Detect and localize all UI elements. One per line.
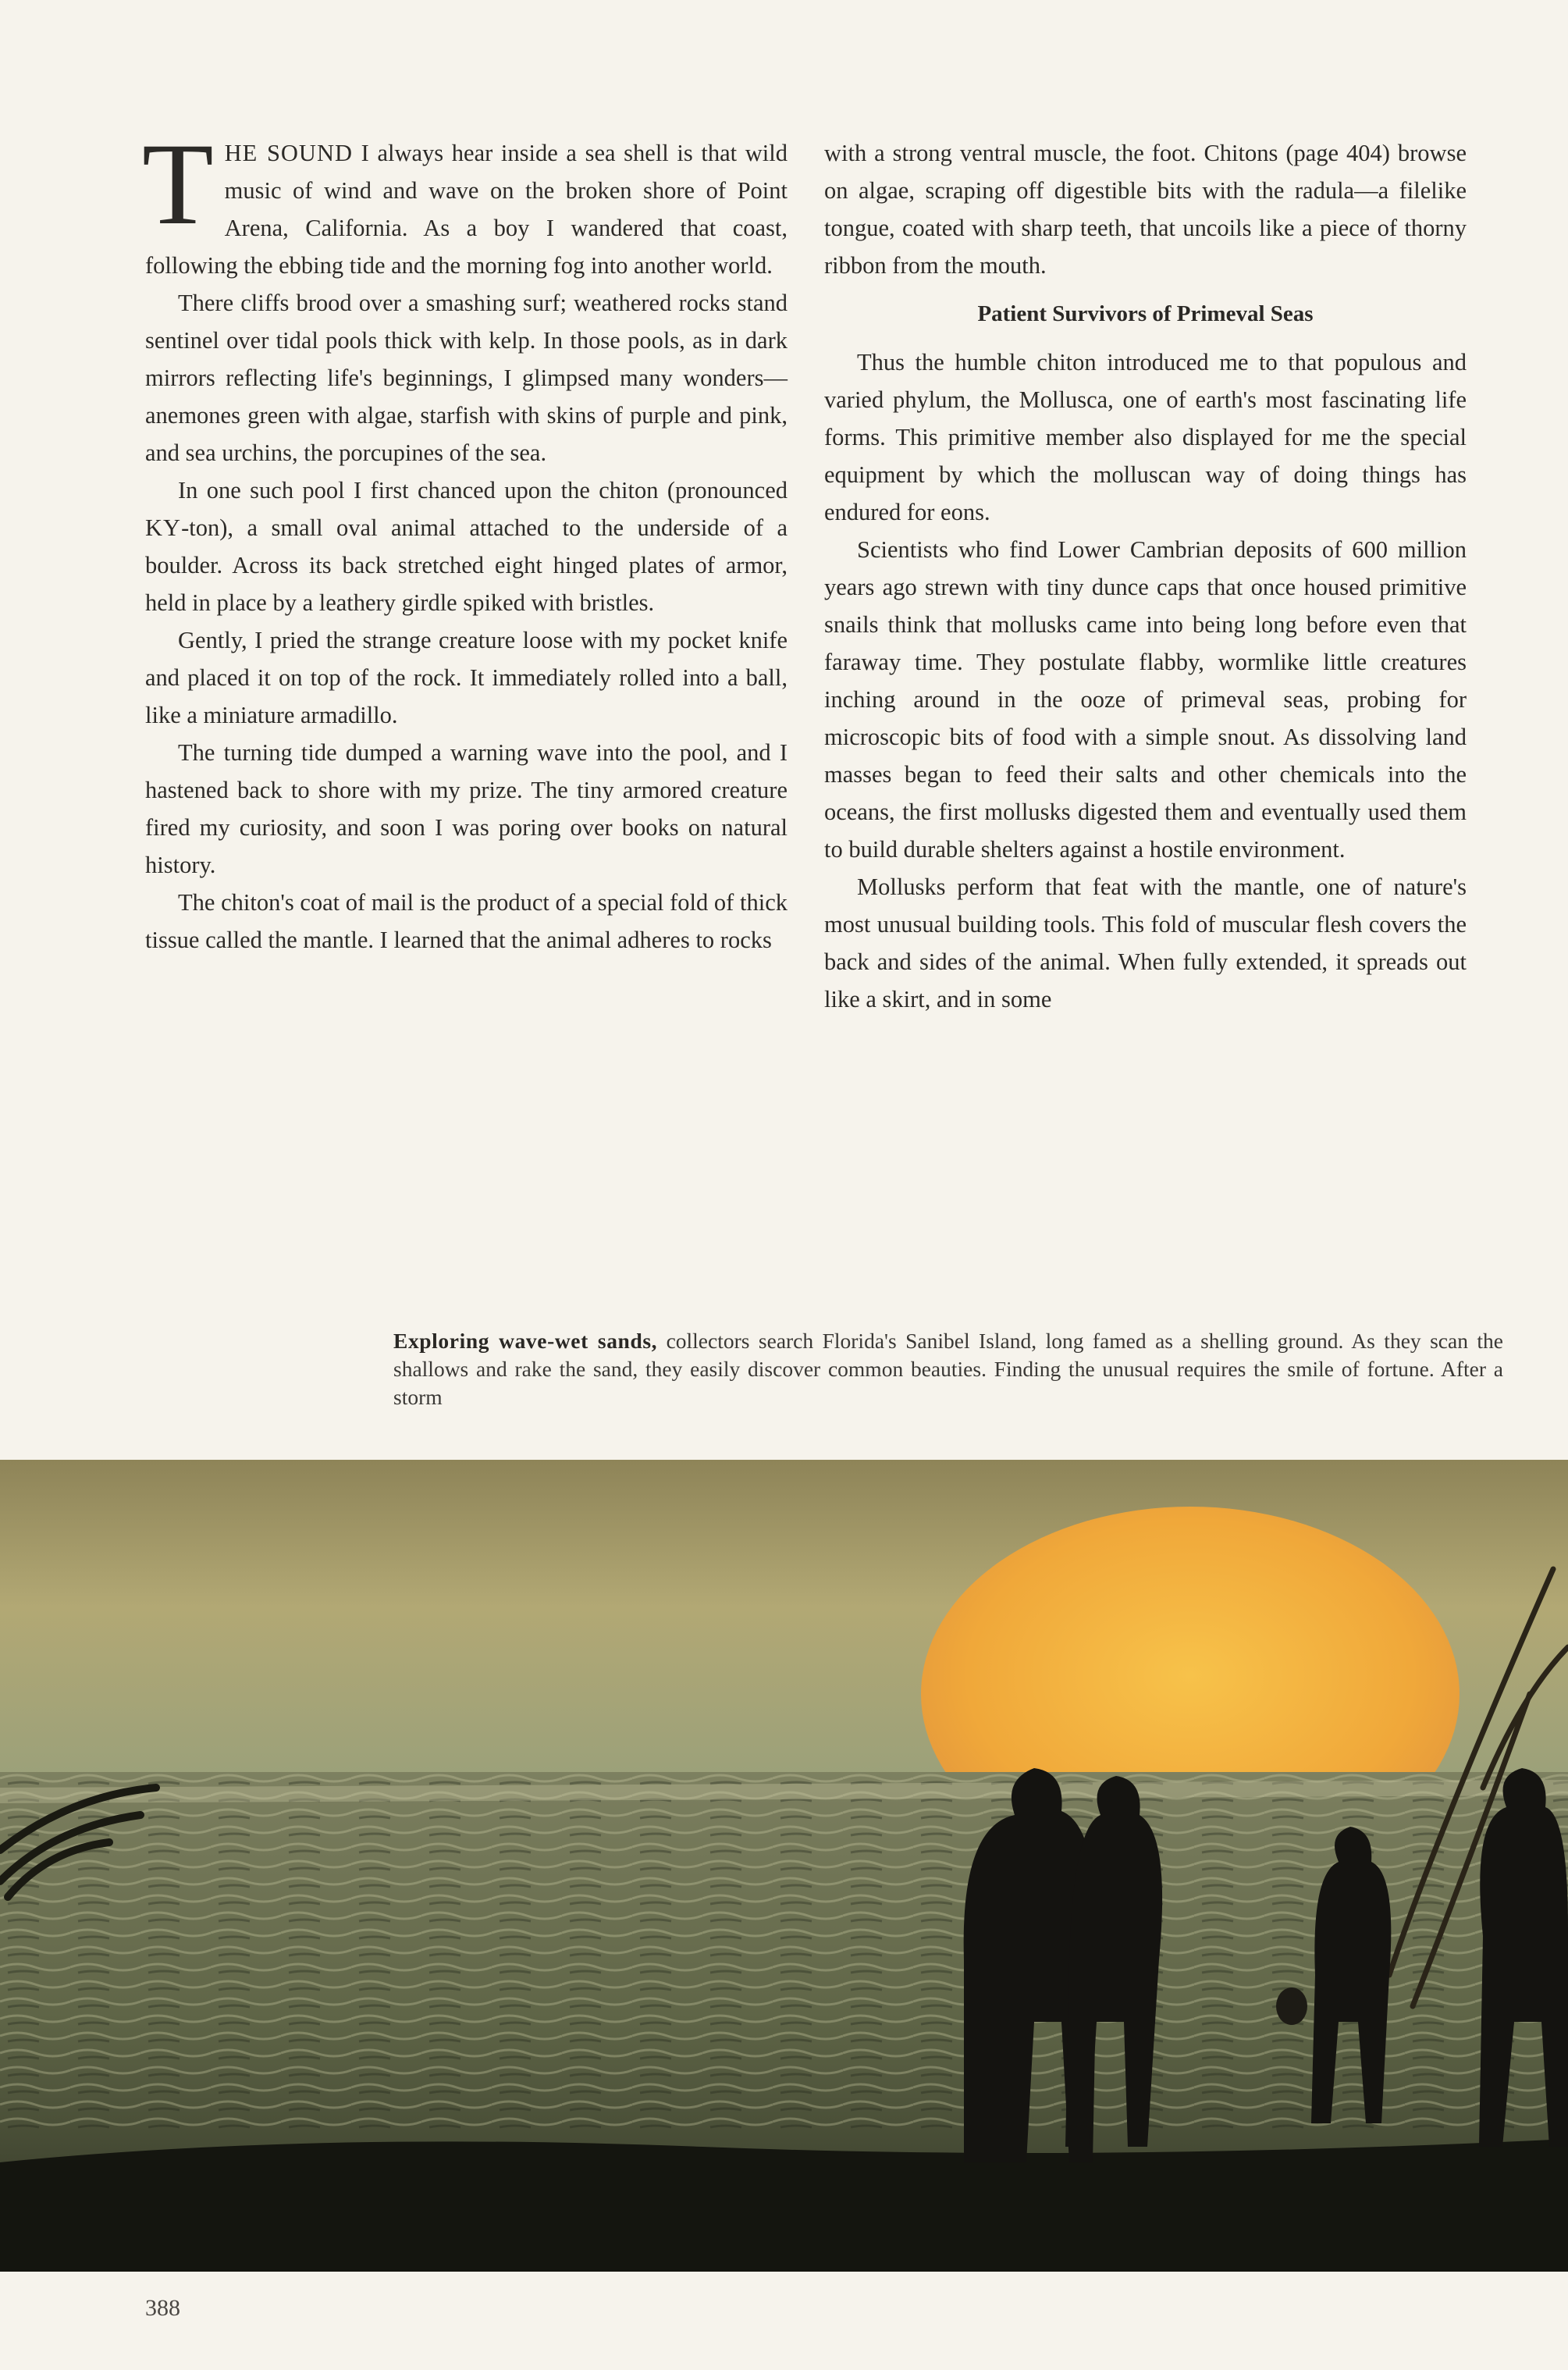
photo-illustration: [0, 1460, 1568, 2272]
photo-caption: [393, 1327, 1503, 1411]
paragraph-text: I always hear inside a sea shell is that wild music of wind and wave on the broken shore of Point Arena, California. As a boy I wandered that coast, following the ebbing tide and the morning fog into another world.: [145, 140, 788, 279]
caption-lead: Exploring wave-wet sands,: [393, 1329, 658, 1353]
paragraph-opening: [142, 119, 788, 284]
text-column-right: [824, 134, 1467, 1018]
paragraph: [145, 472, 788, 621]
paragraph: Mollusks perform that feat with the mantle, one of nature's most unusual building tools. This fold of muscular flesh covers the back and sides of the animal. When fully extended, it spreads out like a skirt, and in some: [824, 874, 1467, 1012]
drop-cap: T: [142, 119, 214, 249]
paragraph-continued: with a strong ventral muscle, the foot. Chitons (page 404) browse on algae, scraping off digestible bits with the radula—a filelike tongue, coated with sharp teeth, that uncoils like a piece of thorny ribbon from the mouth.: [824, 140, 1467, 279]
paragraph: The turning tide dumped a warning wave into the pool, and I hastened back to shore with my prize. The tiny armored creature fired my curiosity, and soon I was poring over books on natural history.: [145, 739, 788, 878]
shell-bucket: [1276, 1987, 1307, 2025]
beach-shore: [0, 2139, 1568, 2272]
paragraph-text: -ton), a small oval animal attached to the underside of a boulder. Across its back stretched eight hinged plates of armor, held in place by a leathery girdle spiked with bristles.: [145, 514, 788, 616]
pronunciation-small-caps: KY: [145, 514, 182, 541]
paragraph: Thus the humble chiton introduced me to that populous and varied phylum, the Mollusca, one of earth's most fascinating life forms. This primitive member also displayed for me the special equipment by which the molluscan way of doing things has endured for eons.: [824, 349, 1467, 525]
section-subhead: Patient Survivors of Primeval Seas: [977, 301, 1314, 326]
paragraph-text: In one such pool I first chanced upon the chiton (pronounced: [178, 477, 788, 504]
text-column-left: [142, 119, 788, 959]
paragraph: Scientists who find Lower Cambrian deposits of 600 million years ago strewn with tiny dunce caps that once housed primitive snails think that mollusks came into being long before even that faraway time. They postulate flabby, wormlike little creatures inching around in the ooze of primeval seas, probing for microscopic bits of food with a simple snout. As dissolving land masses began to feed their salts and other chemicals into the oceans, the first mollusks digested them and eventually used them to build durable shelters against a hostile environment.: [824, 536, 1467, 863]
paragraph: Gently, I pried the strange creature loose with my pocket knife and placed it on top of the rock. It immediately rolled into a ball, like a miniature armadillo.: [145, 627, 788, 728]
paragraph: There cliffs brood over a smashing surf; weathered rocks stand sentinel over tidal pools thick with kelp. In those pools, as in dark mirrors reflecting life's beginnings, I glimpsed many wonders—anemones green with algae, starfish with skins of purple and pink, and sea urchins, the porcupines of the sea.: [145, 290, 788, 466]
opening-small-caps: HE SOUND: [224, 140, 354, 166]
sunset-beach-photo: [0, 1460, 1568, 2272]
page-number: 388: [145, 2295, 180, 2321]
caption-text: collectors search Florida's Sanibel Island, long famed as a shelling ground. As they scan the shallows and rake the sand, they easily discover common beauties. Finding the unusual requires the smile of fortune. After a storm: [393, 1329, 1503, 1409]
paragraph: The chiton's coat of mail is the product of a special fold of thick tissue called the mantle. I learned that the animal adheres to rocks: [145, 889, 788, 953]
